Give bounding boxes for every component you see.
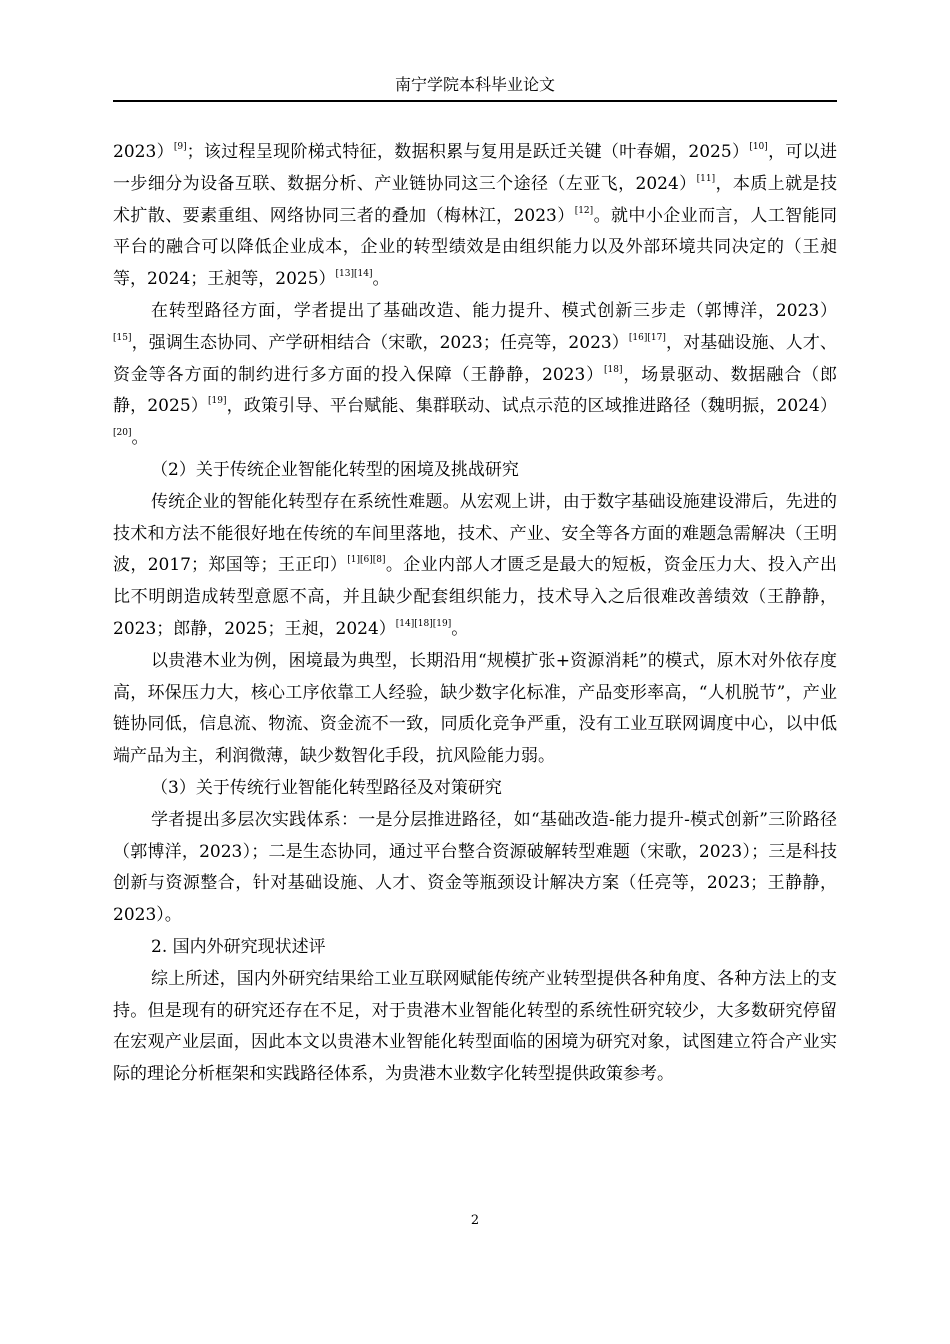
paragraph xyxy=(113,487,837,646)
citation-ref: [9] xyxy=(173,142,187,152)
citation-ref: [14][18][19] xyxy=(395,618,452,629)
citation-ref: [10] xyxy=(749,142,768,152)
paragraph-text: ，政策引导、平台赋能、集群联动、试点示范的区域推进路径（魏明振，2024） xyxy=(226,396,837,417)
paragraph-text: ，强调生态协同、产学研相结合（宋歌，2023；任亮等，2023） xyxy=(131,332,629,353)
page-number: 2 xyxy=(470,1213,480,1228)
citation-ref: [19] xyxy=(208,396,227,407)
paragraph xyxy=(113,646,837,773)
paragraph xyxy=(113,296,837,455)
page-header-title: 南宁学院本科毕业论文 xyxy=(394,75,555,94)
paragraph-text: 传统企业的智能化转型存在系统性难题。从宏观上讲，由于数字基础设施建设滞后，先进的技术和方法不能很好地在传统的车间里落地，技术、产业、安全等各方面的难题急需解决（王明波，2017；郑国等；王正印） xyxy=(113,491,837,576)
paragraph-text: ，对基础设施、人才、资金等各方面的制约进行多方面的投入保障（王静静，2023） xyxy=(113,332,837,385)
paragraph-text: 以贵港木业为例，困境最为典型，长期沿用“规模扩张+资源消耗”的模式，原木对外依存度高，环保压力大，核心工序依靠工人经验，缺少数字化标准，产品变形率高，“人机脱节”，产业链协同低，信息流、物流、资金流不一致，同质化竞争严重，没有工业互联网调度中心，以中低端产品为主，利润微薄，缺少数智化手段，抗风险能力弱。 xyxy=(113,650,837,767)
paragraph-text: ，场景驱动、数据融合（郎静，2025） xyxy=(113,364,837,417)
citation-ref: [1][6][8] xyxy=(347,555,386,566)
document-body xyxy=(113,137,837,1091)
citation-ref: [13][14] xyxy=(335,269,373,280)
paragraph xyxy=(113,805,837,932)
paragraph xyxy=(113,932,837,964)
paragraph-text: （2）关于传统企业智能化转型的困境及挑战研究 xyxy=(151,459,519,480)
paragraph-text: 2023） xyxy=(113,142,174,162)
citation-ref: [20] xyxy=(113,428,132,439)
paragraph-text: 。企业内部人才匮乏是最大的短板，资金压力大、投入产出比不明朗造成转型意愿不高，并且缺少配套组织能力，技术导入之后很难改善绩效（王静静，2023；郎静，2025；王昶，2024） xyxy=(113,555,838,639)
header-rule xyxy=(113,100,837,102)
paragraph-text: （3）关于传统行业智能化转型路径及对策研究 xyxy=(151,777,502,798)
paragraph-text: 。 xyxy=(131,428,149,449)
paragraph xyxy=(113,964,837,1091)
paragraph xyxy=(113,773,837,805)
citation-ref: [18] xyxy=(604,364,623,375)
citation-ref: [15] xyxy=(113,332,132,343)
paragraph-text: 2. 国内外研究现状述评 xyxy=(151,936,326,957)
paragraph-text: 。 xyxy=(451,618,469,639)
paragraph xyxy=(113,455,837,487)
citation-ref: [11] xyxy=(696,173,716,184)
paragraph-text: ，本质上就是技术扩散、要素重组、网络协同三者的叠加（梅林江，2023） xyxy=(113,173,838,226)
paragraph-text: ；该过程呈现阶梯式特征，数据积累与复用是跃迁关键（叶春媚，2025） xyxy=(186,142,750,162)
paragraph-text: 综上所述，国内外研究结果给工业互联网赋能传统产业转型提供各种角度、各种方法上的支持。但是现有的研究还存在不足，对于贵港木业智能化转型的系统性研究较少，大多数研究停留在宏观产业层面，因此本文以贵港木业智能化转型面临的困境为研究对象，试图建立符合产业实际的理论分析框架和实践路径体系，为贵港木业数字化转型提供政策参考。 xyxy=(113,968,837,1085)
paragraph xyxy=(113,137,837,296)
paragraph-text: 。 xyxy=(372,269,390,290)
paragraph-text: 。就中小企业而言，人工智能同平台的融合可以降低企业成本，企业的转型绩效是由组织能力以及外部环境共同决定的（王昶等，2024；王昶等，2025） xyxy=(113,205,838,290)
paragraph-text: 在转型路径方面，学者提出了基础改造、能力提升、模式创新三步走（郭博洋，2023） xyxy=(151,300,837,321)
paragraph-text: 学者提出多层次实践体系：一是分层推进路径，如“基础改造-能力提升-模式创新”三阶路径（郭博洋，2023）；二是生态协同，通过平台整合资源破解转型难题（宋歌，2023）；三是科技创新与资源整合，针对基础设施、人才、资金等瓶颈设计解决方案（任亮等，2023；王静静，2023）。 xyxy=(113,809,837,926)
paragraph-text: ，可以进一步细分为设备互联、数据分析、产业链协同这三个途径（左亚飞，2024） xyxy=(113,142,838,194)
citation-ref: [12] xyxy=(574,205,594,216)
citation-ref: [16][17] xyxy=(628,332,666,343)
